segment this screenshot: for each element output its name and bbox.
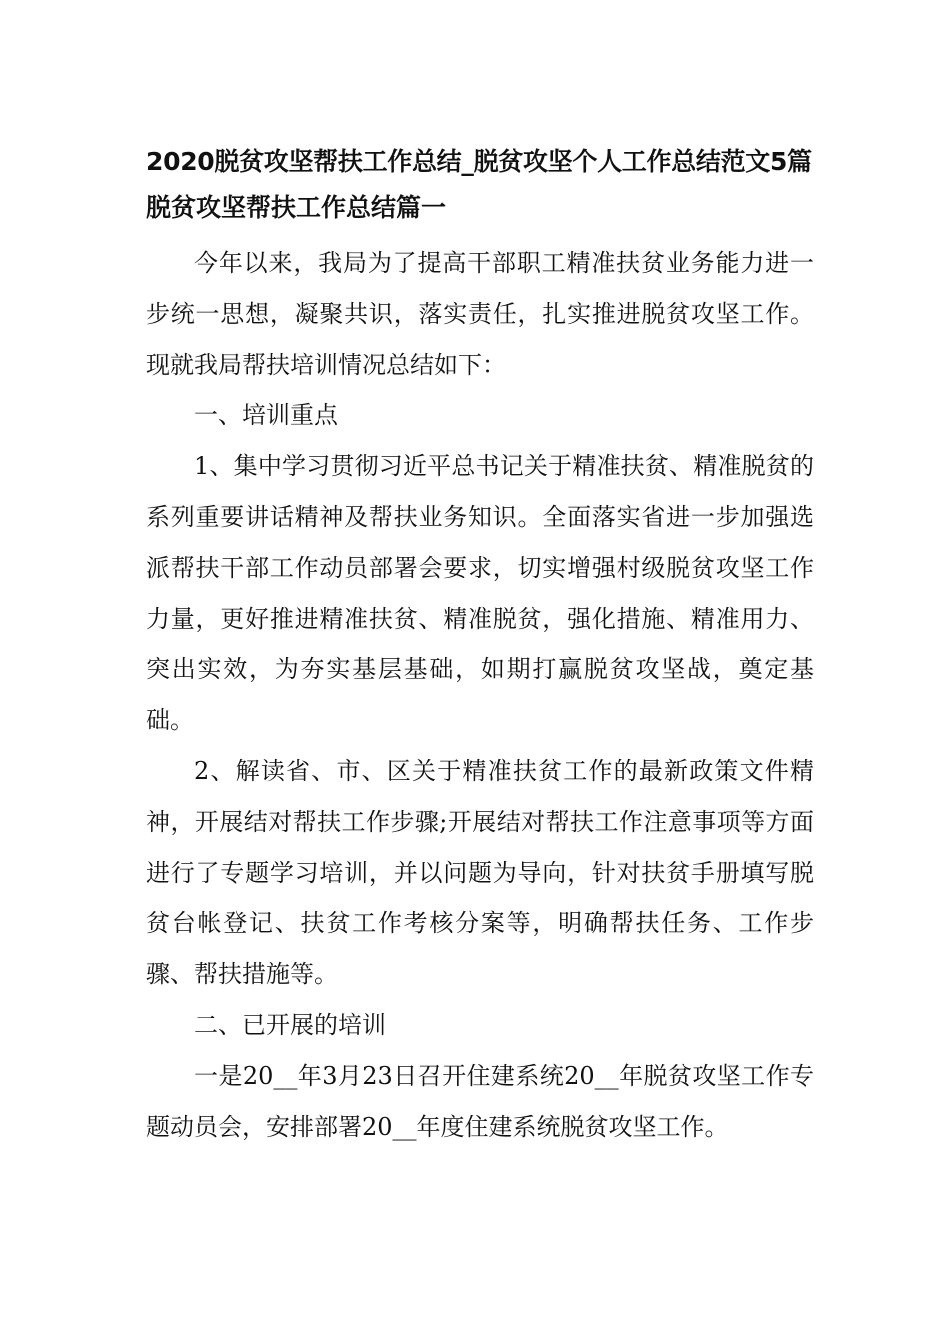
section-title: 脱贫攻坚帮扶工作总结篇一 xyxy=(146,193,447,222)
paragraph-focus-1: 1、集中学习贯彻习近平总书记关于精准扶贫、精准脱贫的系列重要讲话精神及帮扶业务知识。全面落实省进一步加强选派帮扶干部工作动员部署会要求，切实增强村级脱贫攻坚工作力量，更好推进精准扶贫、精准脱贫，强化措施、精准用力、突出实效，为夯实基层基础，如期打赢脱贫攻坚战，奠定基础。 xyxy=(146,452,814,735)
heading-completed-training: 二、已开展的培训 xyxy=(194,1010,386,1039)
document-body xyxy=(146,146,814,1152)
paragraph-focus-2: 2、解读省、市、区关于精准扶贫工作的最新政策文件精神，开展结对帮扶工作步骤;开展结对帮扶工作注意事项等方面进行了专题学习培训，并以问题为导向，针对扶贫手册填写脱贫台帐登记、扶贫工作考核分案等，明确帮扶任务、工作步骤、帮扶措施等。 xyxy=(146,756,814,989)
heading-training-focus: 一、培训重点 xyxy=(194,401,338,430)
paragraph-completed-1: 一是20__年3月23日召开住建系统20__年脱贫攻坚工作专题动员会，安排部署20__年度住建系统脱贫攻坚工作。 xyxy=(146,1061,814,1141)
paragraph-intro: 今年以来，我局为了提高干部职工精准扶贫业务能力进一步统一思想，凝聚共识，落实责任，扎实推进脱贫攻坚工作。现就我局帮扶培训情况总结如下： xyxy=(146,249,814,379)
document-title: 2020脱贫攻坚帮扶工作总结_脱贫攻坚个人工作总结范文5篇 xyxy=(146,147,812,176)
